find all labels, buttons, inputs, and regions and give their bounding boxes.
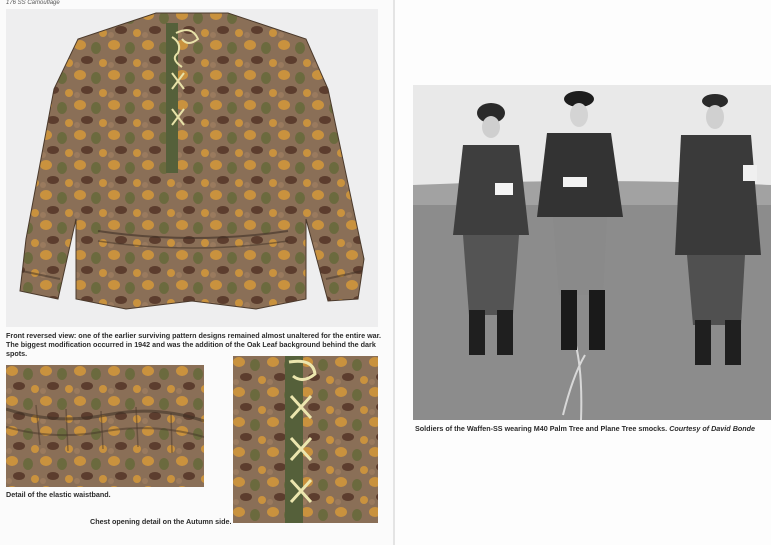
running-head: 176 SS Camouflage: [6, 0, 60, 6]
soldiers-photo: [413, 85, 771, 420]
waistband-illustration: [6, 365, 204, 487]
waistband-detail-photo: [6, 365, 204, 487]
waistband-caption: Detail of the elastic waistband.: [6, 490, 111, 499]
chest-opening-detail-photo: [233, 356, 378, 523]
chest-caption: Chest opening detail on the Autumn side.: [90, 517, 232, 526]
soldiers-illustration: [413, 85, 771, 420]
soldiers-caption: [415, 424, 765, 433]
chest-opening-illustration: [233, 356, 378, 523]
main-caption: Front reversed view: one of the earlier surviving pattern designs remained almost unaltered for the entire war. The biggest modification occurred in 1942 and was the addition of the Oak Leaf background behind the dark spots.: [6, 331, 382, 359]
smock-illustration: [6, 9, 378, 327]
right-page: [395, 0, 771, 545]
photo-credit: Courtesy of David Bonde: [669, 424, 756, 433]
soldiers-caption-text: Soldiers of the Waffen-SS wearing M40 Palm Tree and Plane Tree smocks.: [415, 424, 668, 433]
smock-front-photo: [6, 9, 378, 327]
